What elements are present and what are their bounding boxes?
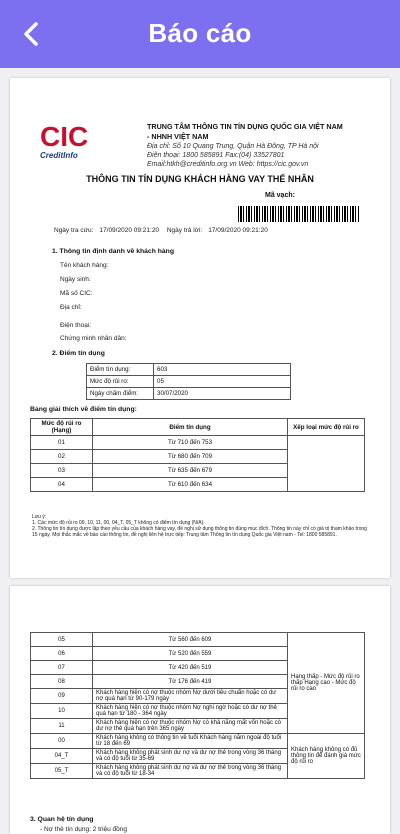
query-date: 17/09/2020 09:21:20 xyxy=(99,227,160,234)
rank-cell: 05_T xyxy=(31,764,93,779)
date-label: Ngày chấm điểm: xyxy=(87,388,154,400)
score-cell: Khách hàng hiện có nợ thuộc nhóm Nợ nghi ngờ hoặc có dư nợ thẻ quá hạn từ 180 - 364 ngày xyxy=(93,704,288,719)
rank-cell: 06 xyxy=(31,647,93,661)
rank-cell: 07 xyxy=(31,661,93,675)
section-1-title: 1. Thông tin định danh về khách hàng xyxy=(52,248,174,255)
score-cell: Từ 560 đến 609 xyxy=(93,633,288,647)
table-row xyxy=(31,734,365,749)
org-email: Email:htkh@creditinfo.org.vn Web: https://cic.gov.vn xyxy=(147,161,309,168)
table-row xyxy=(31,633,365,647)
class-cell: Khách hàng không có đủ thông tin để đánh giá mức độ rủi ro xyxy=(288,734,365,779)
score-cell: Khách hàng hiện có nợ thuộc nhóm Nợ dưới tiêu chuẩn hoặc có dư nợ quá hạn từ 90-179 ngày xyxy=(93,689,288,704)
report-dates xyxy=(54,227,274,234)
score-cell: Từ 176 đến 419 xyxy=(93,675,288,689)
risk-label: Mức độ rủi ro: xyxy=(87,376,154,388)
rank-table-continued xyxy=(30,632,365,779)
svg-text:CIC: CIC xyxy=(40,121,89,152)
notes-heading: Lưu ý: xyxy=(32,514,47,520)
score-cell: Từ 635 đến 679 xyxy=(93,464,288,478)
rank-cell: 01 xyxy=(31,436,93,450)
page-title: Báo cáo xyxy=(148,18,252,48)
cic-logo xyxy=(38,118,100,162)
org-name-2: - NHNH VIỆT NAM xyxy=(147,132,209,141)
barcode xyxy=(238,206,360,222)
table-row xyxy=(31,436,365,450)
field-dob: Ngày sinh: xyxy=(60,276,91,283)
date-value: 30/07/2020 xyxy=(154,388,291,400)
class-cell xyxy=(288,436,365,492)
score-cell: Từ 710 đến 753 xyxy=(93,436,288,450)
query-date-label: Ngày tra cứu: xyxy=(54,227,94,234)
rank-cell: 08 xyxy=(31,675,93,689)
field-id: Chứng minh nhân dân: xyxy=(60,335,127,342)
rank-cell: 05 xyxy=(31,633,93,647)
field-address: Địa chỉ: xyxy=(60,304,82,311)
org-info xyxy=(147,122,367,169)
note-2: 2. Thông tin tín dụng được lập theo yêu cầu của khách hàng vay, đề nghị sử dụng thông tin đúng mục đích. Thông tin này chỉ có giá trị tham khảo trong 15 ngày. Mọi thắc mắc về báo cáo thông tin, đề nghị liên hệ trực tiếp: Trung tâm Thông tin tín dụng Quốc gia Việt nam - Tel: 1800 585891. xyxy=(32,526,367,538)
score-cell: Khách hàng hiện có nợ thuộc nhóm Nợ có khả năng mất vốn hoặc có dư nợ thẻ quá hạn trên 365 ngày xyxy=(93,719,288,734)
notes xyxy=(32,514,367,538)
rank-cell: 04_T xyxy=(31,749,93,764)
rank-cell: 00 xyxy=(31,734,93,749)
table-row xyxy=(87,388,291,400)
table-row xyxy=(87,364,291,376)
score-cell: Khách hàng không phát sinh dư nợ và dư nợ thẻ trong vòng 36 tháng và có độ tuổi từ 35-69 xyxy=(93,749,288,764)
section-3-title: 3. Quan hệ tín dụng xyxy=(30,816,94,823)
report-page-1 xyxy=(10,78,390,578)
reply-date: 17/09/2020 09:21:20 xyxy=(208,227,268,234)
rank-cell: 04 xyxy=(31,478,93,492)
field-name: Tên khách hàng: xyxy=(60,262,109,269)
score-cell: Khách hàng không phát sinh dư nợ và dư nợ thẻ trong vòng 36 tháng và có độ tuổi từ 18-34 xyxy=(93,764,288,779)
score-cell: Từ 610 đến 634 xyxy=(93,478,288,492)
rank-cell: 02 xyxy=(31,450,93,464)
score-value: 603 xyxy=(154,364,291,376)
col-score: Điểm tín dụng xyxy=(93,419,288,436)
reply-date-label: Ngày trả lời: xyxy=(166,227,203,234)
field-phone: Điện thoại: xyxy=(60,322,92,329)
org-address: Địa chỉ: Số 10 Quang Trung, Quận Hà Đông, TP Hà nội xyxy=(147,143,319,150)
org-phone: Điện thoại: 1800 585891 Fax:(04) 33527801 xyxy=(147,152,285,159)
score-cell: Từ 520 đến 559 xyxy=(93,647,288,661)
field-cic: Mã số CIC: xyxy=(60,290,93,297)
note-1: 1. Các mức độ rủi ro 09, 10, 11, 00, 04_T, 05_T không có điểm tín dụng (N/A). xyxy=(32,520,205,526)
score-cell: Khách hàng không có thông tin về tuổi Khách hàng nằm ngoài độ tuổi từ 18 đến 69 xyxy=(93,734,288,749)
score-label: Điểm tín dụng: xyxy=(87,364,154,376)
svg-text:CreditInfo: CreditInfo xyxy=(40,151,78,160)
class-cell: Hạng thấp - Mức độ rủi ro thấp Hạng cao - Mức độ rủi ro cao xyxy=(288,633,365,734)
document-title: THÔNG TIN TÍN DỤNG KHÁCH HÀNG VAY THỂ NHÂN xyxy=(86,174,314,184)
rank-cell: 09 xyxy=(31,689,93,704)
table-row xyxy=(87,376,291,388)
score-cell: Từ 680 đến 709 xyxy=(93,450,288,464)
section-2-title: 2. Điểm tín dụng xyxy=(52,350,105,357)
risk-value: 05 xyxy=(154,376,291,388)
report-page-2 xyxy=(10,586,390,834)
explain-title: Bảng giải thích về điểm tín dụng: xyxy=(30,406,137,413)
rank-table xyxy=(30,418,365,492)
credit-card-debt: - Nợ thẻ tín dụng: 2 triệu đồng xyxy=(40,826,128,833)
score-cell: Từ 420 đến 519 xyxy=(93,661,288,675)
org-name: TRUNG TÂM THÔNG TIN TÍN DỤNG QUỐC GIA VIỆT NAM xyxy=(147,122,343,131)
col-rank: Mức độ rủi ro (Hạng) xyxy=(31,419,93,436)
rank-cell: 11 xyxy=(31,719,93,734)
barcode-label: Mã vạch: xyxy=(265,192,295,199)
col-class: Xếp loại mức độ rủi ro xyxy=(288,419,365,436)
rank-cell: 03 xyxy=(31,464,93,478)
score-table xyxy=(86,363,291,400)
app-header xyxy=(0,0,400,68)
rank-cell: 10 xyxy=(31,704,93,719)
table-header xyxy=(31,419,365,436)
